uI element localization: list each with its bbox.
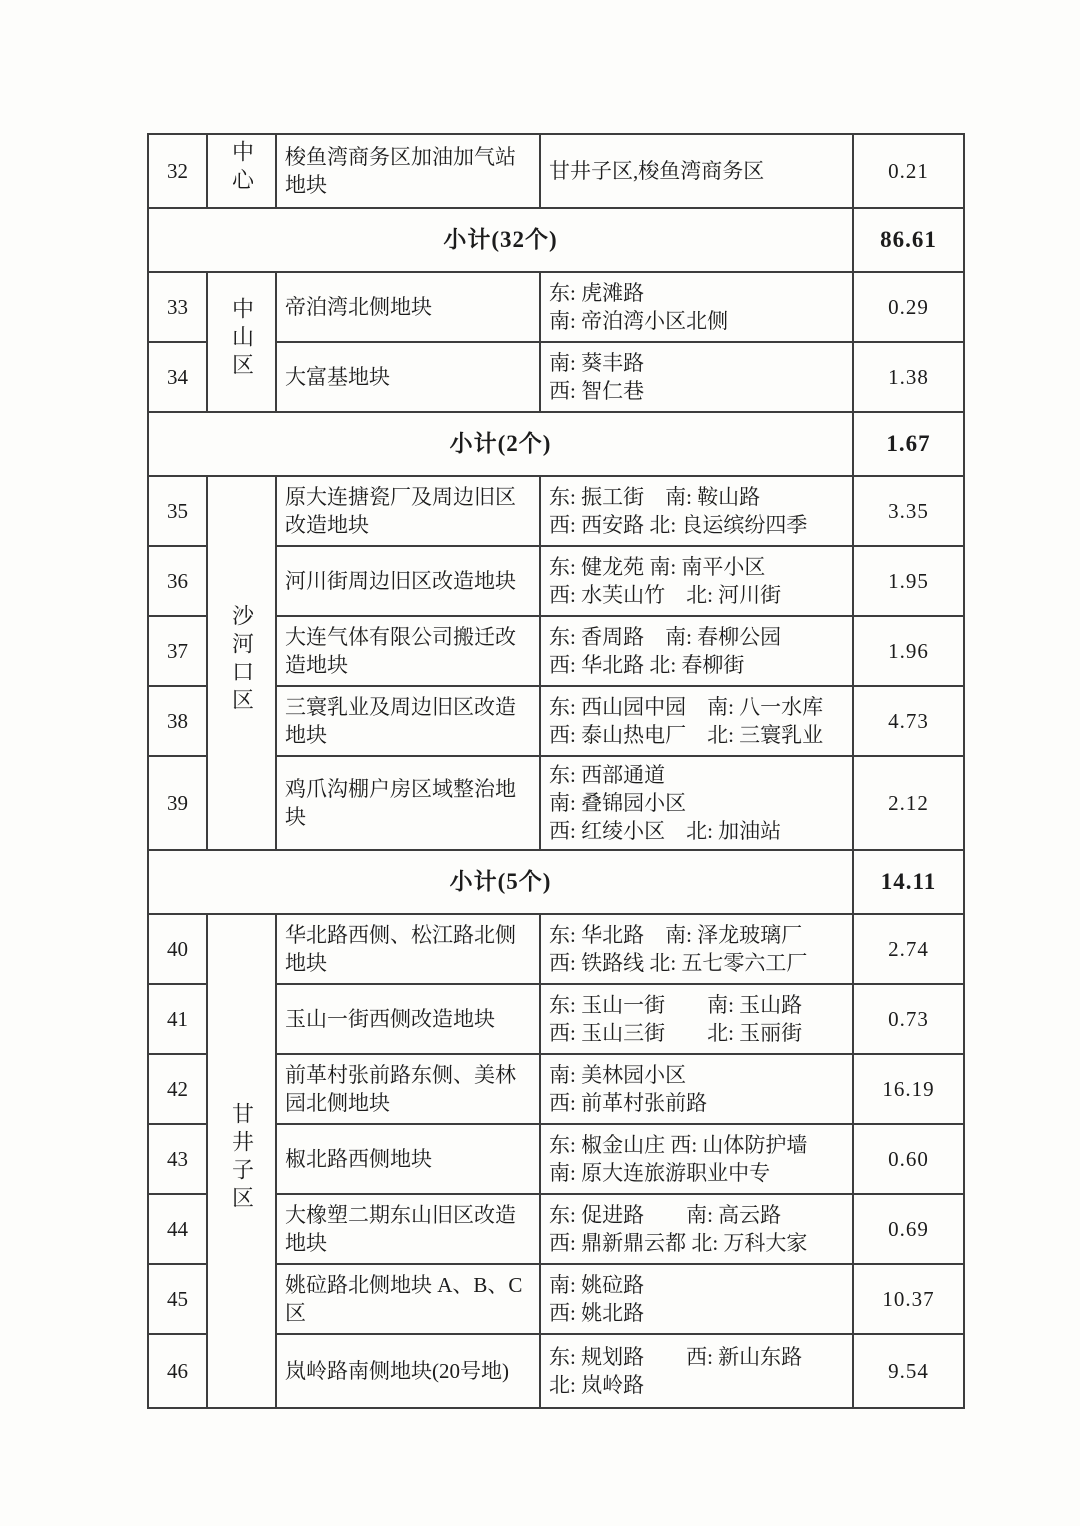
boundaries-cell [540, 686, 853, 756]
boundary-line: 南: 帝泊湾小区北侧 [549, 309, 729, 333]
boundaries-cell [540, 616, 853, 686]
row-number-cell: 46 [148, 1334, 207, 1408]
area-cell: 3.35 [853, 476, 964, 546]
parcel-row [148, 476, 964, 546]
boundary-line: 南: 葵丰路 [549, 351, 645, 375]
parcel-name-cell: 鸡爪沟棚户房区域整治地块 [276, 756, 540, 850]
subtotal-label-cell: 小计(2个) [148, 412, 853, 476]
land-parcel-table [147, 133, 965, 1409]
row-number-cell: 36 [148, 546, 207, 616]
row-number-cell: 37 [148, 616, 207, 686]
area-cell: 0.73 [853, 984, 964, 1054]
boundary-line: 西: 姚北路 [549, 1301, 645, 1325]
parcel-name-cell: 华北路西侧、松江路北侧地块 [276, 914, 540, 984]
boundary-line: 南: 叠锦园小区 [549, 791, 687, 815]
boundary-line: 西: 玉山三街 北: 玉丽街 [549, 1021, 803, 1045]
boundary-line: 东: 华北路 南: 泽龙玻璃厂 [549, 923, 803, 947]
row-number-cell: 39 [148, 756, 207, 850]
boundaries-cell [540, 1264, 853, 1334]
area-cell: 0.21 [853, 134, 964, 208]
parcel-row [148, 914, 964, 984]
boundary-line: 西: 红绫小区 北: 加油站 [549, 819, 782, 843]
parcel-name-cell: 原大连搪瓷厂及周边旧区改造地块 [276, 476, 540, 546]
boundaries-cell [540, 1054, 853, 1124]
area-cell: 1.96 [853, 616, 964, 686]
boundaries-cell [540, 984, 853, 1054]
area-cell: 0.69 [853, 1194, 964, 1264]
boundaries-cell [540, 1334, 853, 1408]
district-cell [207, 134, 276, 208]
parcel-name-cell: 姚砬路北侧地块 A、B、C区 [276, 1264, 540, 1334]
subtotal-row [148, 208, 964, 272]
boundary-line: 东: 玉山一街 南: 玉山路 [549, 993, 803, 1017]
boundary-line: 东: 西部通道 [549, 763, 666, 787]
boundary-line: 东: 虎滩路 [549, 281, 645, 305]
boundaries-cell [540, 1194, 853, 1264]
boundary-line: 西: 智仁巷 [549, 379, 645, 403]
boundary-line: 东: 振工街 南: 鞍山路 [549, 485, 761, 509]
boundaries-cell [540, 272, 853, 342]
boundaries-cell [540, 1124, 853, 1194]
area-cell: 16.19 [853, 1054, 964, 1124]
row-number-cell: 45 [148, 1264, 207, 1334]
parcel-table-body [148, 134, 964, 1408]
district-cell [207, 272, 276, 412]
row-number-cell: 33 [148, 272, 207, 342]
parcel-name-cell: 玉山一街西侧改造地块 [276, 984, 540, 1054]
subtotal-label-cell: 小计(32个) [148, 208, 853, 272]
row-number-cell: 41 [148, 984, 207, 1054]
area-cell: 0.60 [853, 1124, 964, 1194]
boundary-line: 东: 健龙苑 南: 南平小区 [549, 555, 766, 579]
boundary-line: 西: 华北路 北: 春柳街 [549, 653, 745, 677]
boundary-line: 西: 鼎新鼎云都 北: 万科大家 [549, 1231, 808, 1255]
subtotal-row [148, 412, 964, 476]
area-cell: 2.74 [853, 914, 964, 984]
row-number-cell: 35 [148, 476, 207, 546]
boundary-line: 甘井子区,梭鱼湾商务区 [549, 159, 765, 183]
boundary-line: 西: 水芙山竹 北: 河川街 [549, 583, 782, 607]
parcel-name-cell: 大橡塑二期东山旧区改造地块 [276, 1194, 540, 1264]
district-label: 沙河口区 [229, 603, 255, 716]
district-label: 甘井子区 [229, 1101, 255, 1214]
district-label: 中山区 [229, 296, 255, 381]
parcel-name-cell: 梭鱼湾商务区加油加气站地块 [276, 134, 540, 208]
boundary-line: 西: 泰山热电厂 北: 三寰乳业 [549, 723, 824, 747]
parcel-row [148, 134, 964, 208]
boundary-line: 南: 美林园小区 [549, 1063, 687, 1087]
area-cell: 1.95 [853, 546, 964, 616]
subtotal-row [148, 850, 964, 914]
area-cell: 10.37 [853, 1264, 964, 1334]
row-number-cell: 40 [148, 914, 207, 984]
boundaries-cell [540, 476, 853, 546]
subtotal-area-cell: 86.61 [853, 208, 964, 272]
boundary-line: 东: 香周路 南: 春柳公园 [549, 625, 782, 649]
boundary-line: 南: 姚砬路 [549, 1273, 645, 1297]
row-number-cell: 44 [148, 1194, 207, 1264]
row-number-cell: 38 [148, 686, 207, 756]
area-cell: 2.12 [853, 756, 964, 850]
subtotal-area-cell: 1.67 [853, 412, 964, 476]
boundaries-cell [540, 342, 853, 412]
parcel-row [148, 272, 964, 342]
parcel-name-cell: 河川街周边旧区改造地块 [276, 546, 540, 616]
parcel-name-cell: 大连气体有限公司搬迁改造地块 [276, 616, 540, 686]
boundary-line: 西: 西安路 北: 良运缤纷四季 [549, 513, 808, 537]
boundary-line: 北: 岚岭路 [549, 1373, 645, 1397]
subtotal-area-cell: 14.11 [853, 850, 964, 914]
boundary-line: 东: 规划路 西: 新山东路 [549, 1345, 803, 1369]
parcel-name-cell: 大富基地块 [276, 342, 540, 412]
parcel-name-cell: 岚岭路南侧地块(20号地) [276, 1334, 540, 1408]
row-number-cell: 32 [148, 134, 207, 208]
boundary-line: 南: 原大连旅游职业中专 [549, 1161, 771, 1185]
area-cell: 0.29 [853, 272, 964, 342]
parcel-name-cell: 帝泊湾北侧地块 [276, 272, 540, 342]
boundaries-cell [540, 546, 853, 616]
district-cell [207, 476, 276, 850]
boundaries-cell [540, 756, 853, 850]
row-number-cell: 42 [148, 1054, 207, 1124]
area-cell: 4.73 [853, 686, 964, 756]
row-number-cell: 43 [148, 1124, 207, 1194]
boundary-line: 西: 前革村张前路 [549, 1091, 708, 1115]
boundaries-cell [540, 914, 853, 984]
parcel-name-cell: 椒北路西侧地块 [276, 1124, 540, 1194]
parcel-name-cell: 前革村张前路东侧、美林园北侧地块 [276, 1054, 540, 1124]
boundary-line: 东: 促进路 南: 高云路 [549, 1203, 782, 1227]
parcel-name-cell: 三寰乳业及周边旧区改造地块 [276, 686, 540, 756]
boundary-line: 东: 椒金山庄 西: 山体防护墙 [549, 1133, 808, 1157]
area-cell: 1.38 [853, 342, 964, 412]
boundary-line: 东: 西山园中园 南: 八一水库 [549, 695, 824, 719]
boundaries-cell [540, 134, 853, 208]
subtotal-label-cell: 小计(5个) [148, 850, 853, 914]
area-cell: 9.54 [853, 1334, 964, 1408]
district-cell [207, 914, 276, 1408]
row-number-cell: 34 [148, 342, 207, 412]
boundary-line: 西: 铁路线 北: 五七零六工厂 [549, 951, 808, 975]
district-label: 中心 [229, 139, 255, 196]
